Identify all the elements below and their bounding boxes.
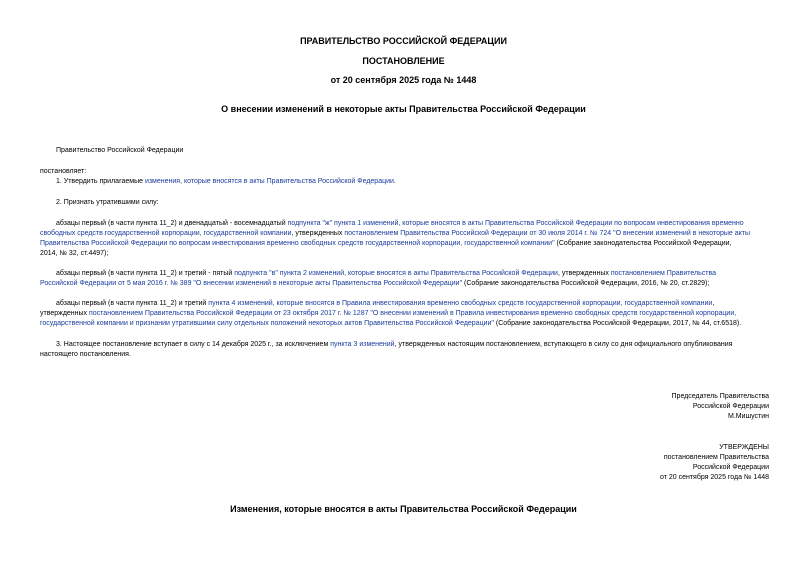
para-a-approved: , утвержденных [291, 230, 345, 237]
para-c-line-1 [56, 299, 714, 309]
annex-title: Изменения, которые вносятся в акты Правительства Российской Федерации [230, 504, 577, 514]
item-3-line-2: настоящего постановления. [40, 351, 131, 358]
para-b-approved: , утвержденных [557, 270, 611, 277]
para-c-source: (Собрание законодательства Российской Федерации, 2017, № 44, ст.6518). [493, 320, 742, 327]
document-date-number: от 20 сентября 2025 года № 1448 [330, 75, 477, 85]
para-a-link-decree-cont[interactable]: Правительства Российской Федерации по вопросам инвестирования временно свободных средств государственной корпорации, государственной компании" [40, 240, 555, 247]
para-c-line-3 [40, 319, 741, 329]
para-b-link-decree-cont[interactable]: Российской Федерации от 5 мая 2016 г. № 389 "О внесении изменений в некоторые акты Правительства Российской Федерации" [40, 280, 463, 287]
para-a-source: (Собрание законодательства Российской Федерации, [554, 240, 732, 247]
para-c-link-decree[interactable]: постановлением Правительства Российской Федерации от 23 октября 2017 г. № 1287 "О внесении изменений в Правила инвестирования временно свободных средств государственной корпорации, [89, 310, 737, 317]
item-3-rest: , утвержденных настоящим постановлением, вступающего в силу со дня официального опубликования [394, 341, 733, 348]
para-b-source: (Собрание законодательства Российской Федерации, 2016, № 20, ст.2829); [462, 280, 710, 287]
para-b-text: абзацы первый (в части пункта 11_2) и третий - пятый [56, 270, 235, 277]
para-b-line-1 [56, 269, 716, 279]
para-a-line-1 [56, 219, 744, 229]
para-b-link-subitem[interactable]: подпункта "в" пункта 2 изменений, которые вносятся в акты Правительства Российской Федерации [234, 270, 558, 277]
para-a-line-3 [40, 239, 732, 249]
approval-line-1: постановлением Правительства [663, 454, 769, 461]
item-1-link[interactable]: изменения, которые вносятся в акты Правительства Российской Федерации [144, 178, 394, 185]
item-1 [56, 177, 396, 187]
para-a-line-4: 2014, № 32, ст.4497); [40, 250, 109, 257]
item-1-suffix: . [393, 178, 396, 185]
para-c-approved: утвержденных [40, 310, 89, 317]
approval-line-3: от 20 сентября 2025 года № 1448 [659, 474, 769, 481]
para-c-text: абзацы первый (в части пункта 11_2) и третий [56, 300, 209, 307]
para-a-link-subitem[interactable]: подпункта "ж" пункта 1 изменений, которые вносятся в акты Правительства Российской Федерации по вопросам инвестирования временно [287, 220, 744, 227]
para-c-link-item[interactable]: пункта 4 изменений, которые вносятся в Правила инвестирования временно свободных средств государственной корпорации, государственной компании [208, 300, 713, 307]
signature-name: М.Мишустин [727, 413, 769, 420]
item-3-link[interactable]: пункта 3 изменений [330, 341, 395, 348]
para-c-comma: , [712, 300, 715, 307]
item-2: 2. Признать утратившими силу: [56, 199, 159, 206]
para-a-text: абзацы первый (в части пункта 11_2) и двенадцатый - восемнадцатый [56, 220, 288, 227]
signature-position-2: Российской Федерации [692, 403, 769, 410]
item-1-prefix: 1. Утвердить прилагаемые [56, 178, 145, 185]
para-a-link-decree[interactable]: постановлением Правительства Российской Федерации от 30 июля 2014 г. № 724 "О внесении изменений в некоторые акты [344, 230, 751, 237]
para-c-link-decree-cont[interactable]: государственной компании и признании утратившими силу отдельных положений некоторых актов Правительства Российской Федерации" [40, 320, 494, 327]
authority-heading: ПРАВИТЕЛЬСТВО РОССИЙСКОЙ ФЕДЕРАЦИИ [300, 36, 507, 46]
signature-position-1: Председатель Правительства [671, 393, 769, 400]
document-type-heading: ПОСТАНОВЛЕНИЕ [362, 56, 445, 66]
para-b-link-decree[interactable]: постановлением Правительства [610, 270, 716, 277]
para-b-line-2 [40, 279, 709, 289]
decrees-line: постановляет: [40, 168, 87, 175]
para-a-line-2 [40, 229, 750, 239]
para-c-line-2 [40, 309, 736, 319]
document-title: О внесении изменений в некоторые акты Правительства Российской Федерации [221, 104, 586, 114]
approval-line-2: Российской Федерации [692, 464, 769, 471]
para-a-link-subitem-cont[interactable]: свободных средств государственной корпорации, государственной компании [40, 230, 292, 237]
government-line: Правительство Российской Федерации [56, 147, 184, 154]
item-3-line-1 [56, 340, 732, 350]
approval-approved: УТВЕРЖДЕНЫ [719, 444, 769, 451]
item-3-text: 3. Настоящее постановление вступает в силу с 14 декабря 2025 г., за исключением [56, 341, 331, 348]
